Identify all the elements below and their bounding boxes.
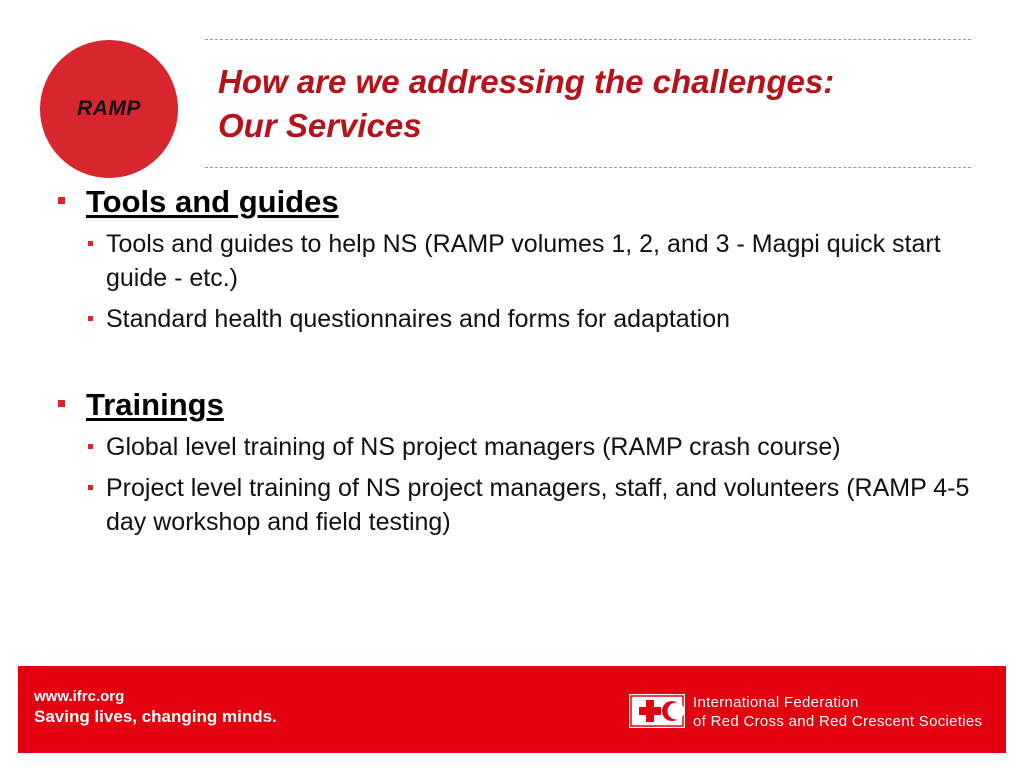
red-cross-red-crescent-icon [628, 693, 686, 729]
list-item-text: Tools and guides to help NS (RAMP volumes 1, 2, and 3 - Magpi quick start guide - etc.) [106, 230, 941, 292]
footer-organization [693, 693, 982, 731]
square-bullet-icon [58, 400, 65, 407]
list-item [56, 302, 1006, 336]
footer-banner [18, 666, 1006, 753]
square-bullet-icon [58, 197, 65, 204]
section-heading [56, 183, 1006, 221]
list-item-text: Project level training of NS project managers, staff, and volunteers (RAMP 4-5 day workshop and field testing) [106, 474, 970, 536]
bullet-list [56, 227, 1006, 336]
section-heading-text: Trainings [86, 387, 224, 422]
title-bottom-divider [205, 167, 971, 168]
list-item [56, 227, 1006, 295]
square-bullet-icon [88, 241, 93, 246]
services-content [56, 183, 1006, 589]
ramp-logo [40, 40, 178, 178]
square-bullet-icon [88, 485, 93, 490]
section-trainings [56, 386, 1006, 539]
list-item [56, 471, 1006, 539]
page-title [218, 60, 978, 148]
page-title-line-2: Our Services [218, 107, 422, 144]
title-top-divider [205, 39, 971, 40]
footer-tagline: Saving lives, changing minds. [34, 707, 277, 726]
footer-website-link[interactable]: www.ifrc.org [34, 688, 125, 705]
footer-org-line-1: International Federation [693, 694, 859, 711]
footer-org-line-2: of Red Cross and Red Crescent Societies [693, 713, 983, 730]
section-tools-and-guides [56, 183, 1006, 336]
list-item [56, 430, 1006, 464]
list-item-text: Standard health questionnaires and forms for adaptation [106, 305, 731, 333]
page-title-line-1: How are we addressing the challenges: [218, 63, 835, 100]
bullet-list [56, 430, 1006, 539]
ramp-logo-text: RAMP [77, 97, 141, 120]
list-item-text: Global level training of NS project managers (RAMP crash course) [106, 433, 841, 461]
section-heading [56, 386, 1006, 424]
square-bullet-icon [88, 444, 93, 449]
square-bullet-icon [88, 316, 93, 321]
section-heading-text: Tools and guides [86, 184, 339, 219]
footer-left [34, 688, 277, 727]
